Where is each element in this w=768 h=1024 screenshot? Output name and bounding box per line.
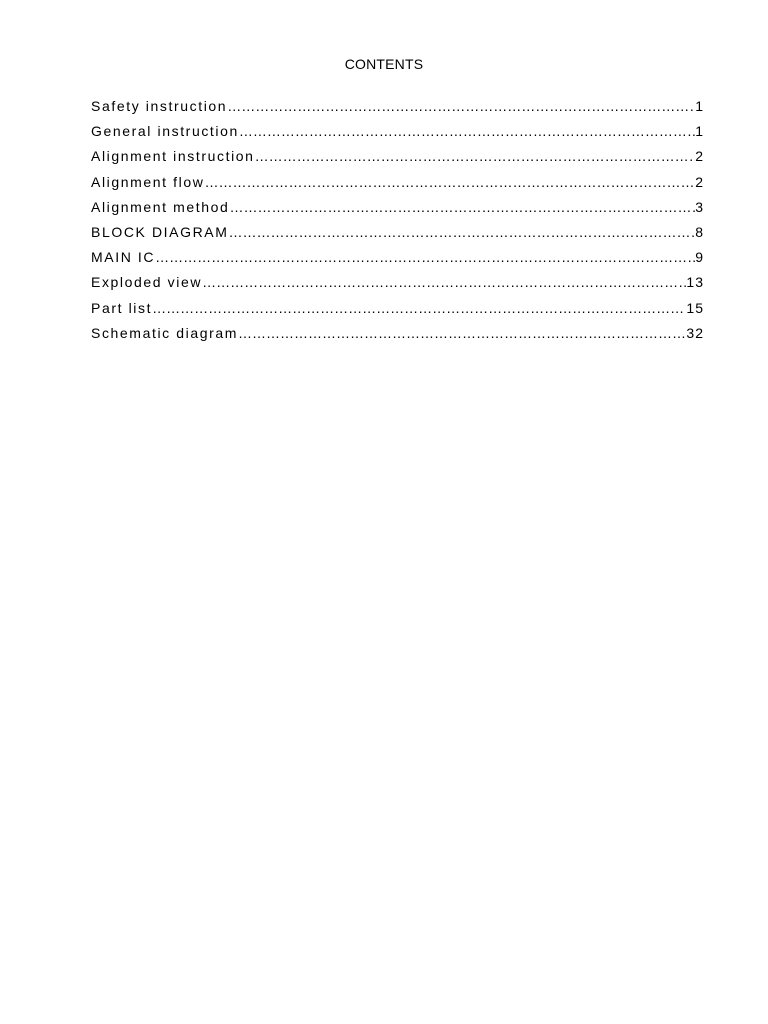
dot-leader [202, 274, 686, 290]
toc-entry-label: Alignment method [91, 198, 230, 215]
toc-entry-label: MAIN IC [91, 249, 156, 266]
toc-entry-page-number: 1 [695, 98, 704, 114]
toc-entry-page-number: 13 [686, 274, 704, 291]
dot-leader [229, 199, 695, 215]
toc-entry-alignment-flow [91, 174, 704, 199]
toc-entry-label: General instruction [91, 123, 239, 140]
dot-leader [255, 148, 696, 164]
toc-entry-label: Alignment flow [91, 173, 205, 190]
toc-entry-safety-instruction [91, 98, 704, 123]
toc-entry-page-number: 1 [695, 123, 704, 140]
toc-entry-page-number: 3 [695, 198, 704, 215]
toc-entry-page-number: 32 [686, 324, 704, 341]
toc-entry-label: Exploded view [91, 274, 203, 291]
toc-entry-label: Safety instruction [91, 98, 228, 114]
dot-leader [238, 325, 686, 341]
toc-entry-label: Alignment instruction [91, 148, 255, 165]
toc-entry-label: Schematic diagram [91, 324, 239, 341]
dot-leader [152, 300, 686, 316]
toc-entry-page-number: 9 [695, 249, 704, 266]
dot-leader [155, 249, 695, 265]
toc-entry-alignment-instruction [91, 148, 704, 173]
toc-entry-label: BLOCK DIAGRAM [91, 223, 229, 240]
contents-title: CONTENTS [344, 56, 424, 72]
toc-entry-page-number: 2 [695, 173, 704, 190]
toc-entry-schematic-diagram [91, 325, 704, 350]
toc-entry-page-number: 15 [686, 299, 704, 316]
dot-leader [239, 123, 695, 139]
toc-entry-page-number: 8 [695, 223, 704, 240]
table-of-contents [91, 98, 704, 350]
toc-entry-page-number: 2 [695, 148, 704, 165]
toc-entry-exploded-view [91, 274, 704, 299]
dot-leader [204, 174, 695, 190]
toc-entry-part-list [91, 300, 704, 325]
toc-entry-label: Part list [91, 299, 153, 316]
toc-entry-alignment-method [91, 199, 704, 224]
toc-entry-general-instruction [91, 123, 704, 148]
toc-entry-block-diagram [91, 224, 704, 249]
dot-leader [229, 224, 696, 240]
toc-entry-main-ic [91, 249, 704, 274]
dot-leader [227, 98, 695, 114]
